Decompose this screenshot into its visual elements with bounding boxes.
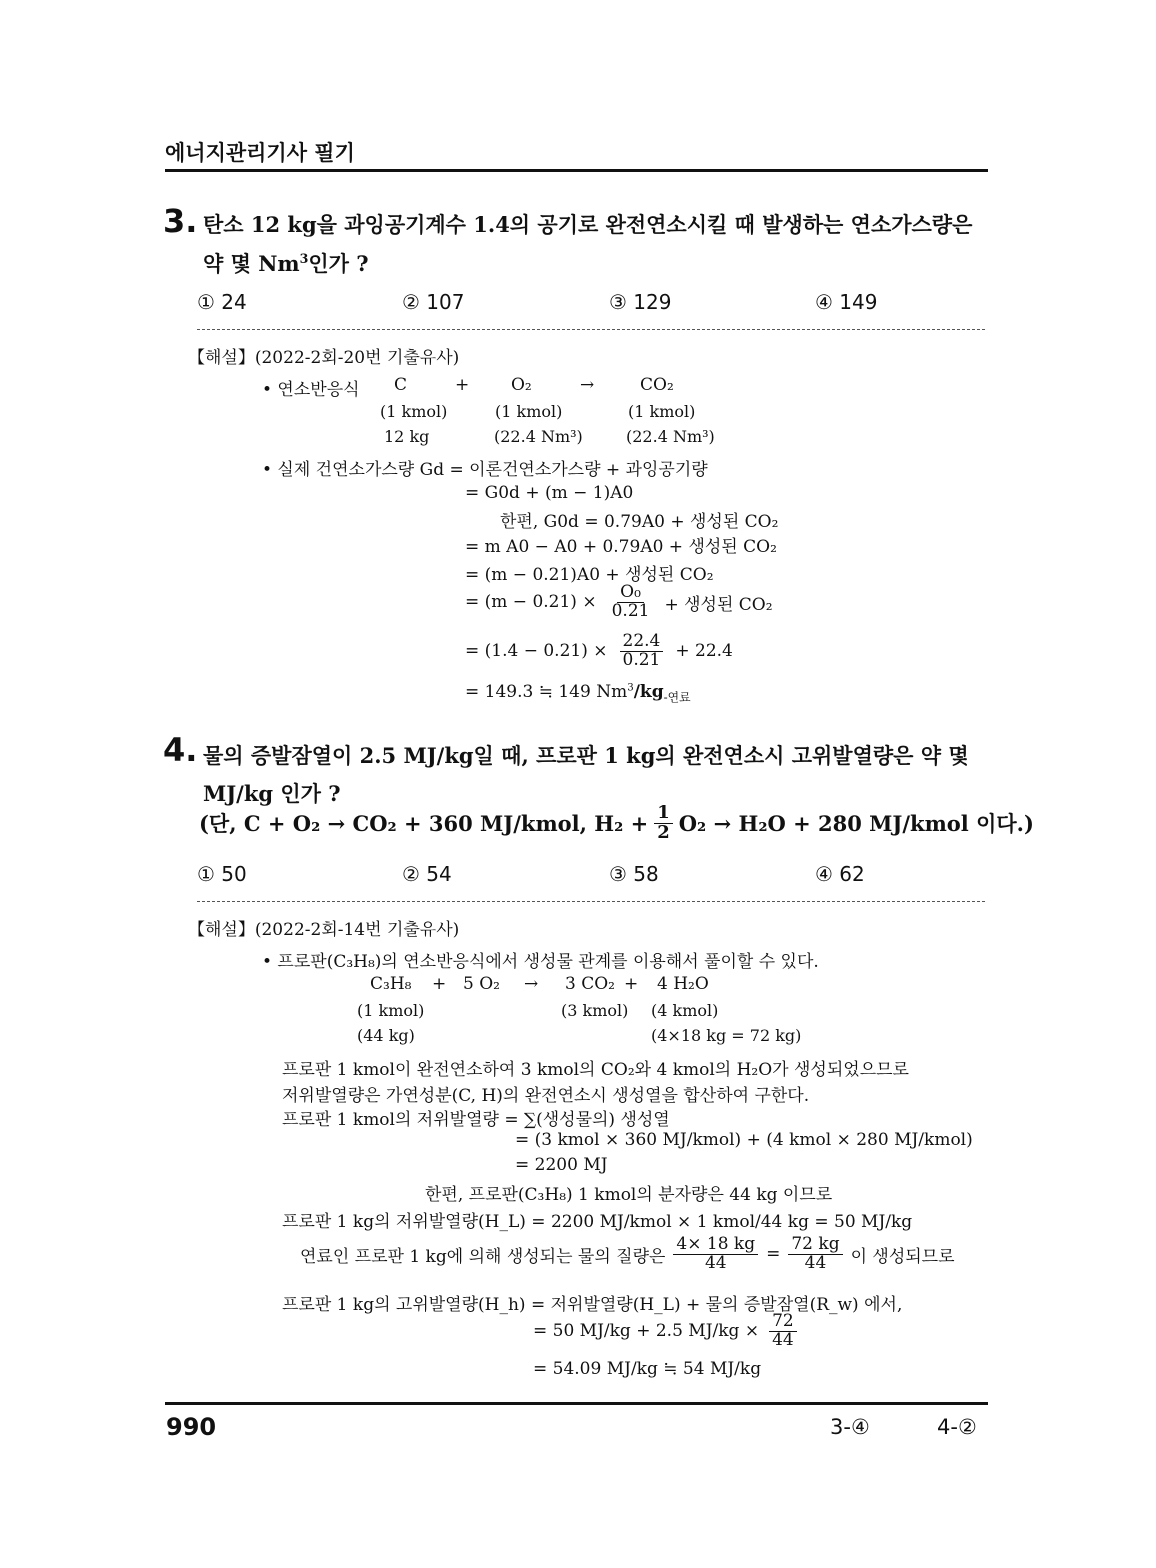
footer-rule [165,1402,988,1405]
q4-solution-intro: • 프로판(C₃H₈)의 연소반응식에서 생성물 관계를 이용해서 풀이할 수 있다. [262,952,819,972]
q3-gas-result: = 149.3 ≒ 149 $Nm^3/kg_{-연료}$ [465,682,691,705]
q4-option-2: ② 54 [402,862,452,886]
question-3-number: 3. [163,202,198,240]
question-3-line2: 약 몇 Nm$^3$인가 ? [203,251,369,276]
page-number: 990 [166,1413,217,1441]
q3-option-3: ③ 129 [609,290,672,314]
answer-key-4: 4-② [937,1415,977,1439]
q4-eq-term: + [432,974,447,994]
q4-para3: 프로판 1 kmol의 저위발열량 = ∑(생성물의) 생성열 [282,1110,670,1130]
q4-solution-header: 【해설】(2022-2회-14번 기출유사) [188,920,460,940]
q4-eq-term: → [524,974,539,994]
q3-option-4: ④ 149 [815,290,878,314]
question-4-line1: 물의 증발잠열이 2.5 MJ/kg일 때, 프로판 1 kg의 완전연소시 고위발열량은 약 몇 [203,743,969,768]
q3-mass: 12 kg [384,427,430,446]
q3-mol: (1 kmol) [495,402,563,421]
q4-mass: (44 kg) [357,1026,415,1045]
q3-gas-line4: = m A0 − A0 + 0.79A0 + 생성된 CO₂ [465,537,777,557]
q3-option-1: ① 24 [197,290,247,314]
header-rule [165,169,988,172]
q3-species: CO₂ [640,375,674,395]
q3-mass: (22.4 Nm³) [494,427,583,446]
q4-eq-term: C₃H₈ [370,974,412,994]
q4-mol: (1 kmol) [357,1001,425,1020]
q3-gas-line5: = (m − 0.21)A0 + 생성된 CO₂ [465,565,714,585]
q4-mol: (3 kmol) [561,1001,629,1020]
q4-eq-term: 3 CO₂ [565,974,615,994]
q3-gas-line1: • 실제 건연소가스량 Gd = 이론건연소가스량 + 과잉공기량 [262,460,708,480]
q3-mol: (1 kmol) [628,402,696,421]
q3-species: → [580,375,595,395]
q3-gas-line6: = (m − 0.21) × $\frac{\text{O₀}}{0.21}$ + 생성된 CO₂ [465,582,773,621]
question-3-line1: 탄소 12 kg을 과잉공기계수 1.4의 공기로 완전연소시킬 때 발생하는 연소가스량은 [203,212,973,237]
q3-species: O₂ [511,375,532,395]
q4-eq-term: 5 O₂ [463,974,500,994]
q4-para11: = 54.09 MJ/kg ≒ 54 MJ/kg [533,1359,762,1379]
q4-eq-term: + [624,974,639,994]
q4-para1: 프로판 1 kmol이 완전연소하여 3 kmol의 CO₂와 4 kmol의 H₂O가 생성되었으므로 [282,1060,909,1080]
q3-gas-line3: 한편, G0d = 0.79A0 + 생성된 CO₂ [500,512,779,532]
q3-gas-line7: = (1.4 − 0.21) × $\frac{22.4}{0.21}$ + 22.4 [465,631,733,670]
q4-para4: = (3 kmol × 360 MJ/kmol) + (4 kmol × 280 MJ/kmol) [515,1130,973,1150]
question-4-line2: MJ/kg 인가 ? [203,781,341,806]
q3-dashed-divider [197,329,985,330]
question-4-number: 4. [163,731,198,769]
q3-mol: (1 kmol) [380,402,448,421]
q3-gas-line2: = G0d + (m − 1)A0 [465,483,634,503]
q4-para10: = 50 MJ/kg + 2.5 MJ/kg × $\frac{72}{44}$ [533,1313,797,1350]
answer-key-3: 3-④ [830,1415,870,1439]
q4-dashed-divider [197,901,985,902]
book-title: 에너지관리기사 필기 [165,141,355,165]
question-4-condition: (단, C + O₂ → CO₂ + 360 MJ/kmol, H₂ + $\frac{1}{2}$ O₂ → H₂O + 280 MJ/kmol 이다.) [199,802,1034,843]
q3-reaction-label: • 연소반응식 [262,380,360,400]
q3-species: C [394,375,408,395]
q4-option-4: ④ 62 [815,862,865,886]
q4-mol: (4 kmol) [651,1001,719,1020]
q4-option-3: ③ 58 [609,862,659,886]
q4-eq-term: 4 H₂O [657,974,709,994]
q3-solution-header: 【해설】(2022-2회-20번 기출유사) [188,348,460,368]
q4-mass: (4×18 kg = 72 kg) [651,1026,802,1045]
q4-para5: = 2200 MJ [515,1155,608,1175]
q4-para9: 프로판 1 kg의 고위발열량(H_h) = 저위발열량(H_L) + 물의 증발잠열(R_w) 에서, [282,1295,903,1315]
q4-para2: 저위발열량은 가연성분(C, H)의 완전연소시 생성열을 합산하여 구한다. [282,1086,810,1106]
q4-para7: 프로판 1 kg의 저위발열량(H_L) = 2200 MJ/kmol × 1 kmol/44 kg = 50 MJ/kg [282,1212,913,1232]
q4-para6: 한편, 프로판(C₃H₈) 1 kmol의 분자량은 44 kg 이므로 [425,1185,833,1205]
q3-species: + [455,375,470,395]
q4-para8: 연료인 프로판 1 kg에 의해 생성되는 물의 질량은 $\frac{4\times 18 kg}{44}$ = $\frac{72 kg}{44}$ 이 생성되므로 [300,1234,955,1273]
q3-mass: (22.4 Nm³) [626,427,715,446]
q3-option-2: ② 107 [402,290,465,314]
q4-option-1: ① 50 [197,862,247,886]
